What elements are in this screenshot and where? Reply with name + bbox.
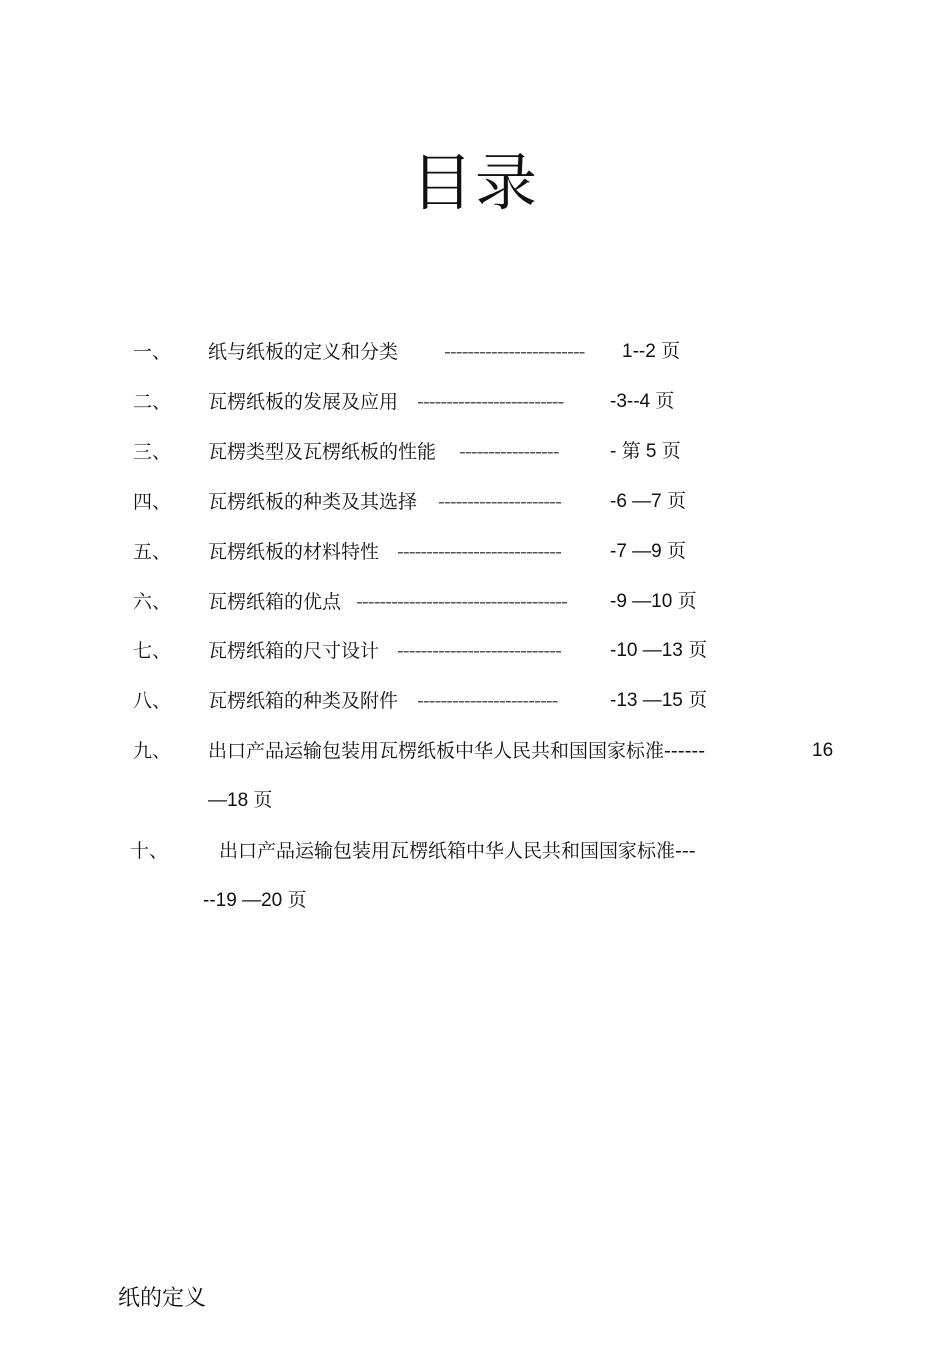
toc-title[interactable]: 瓦楞纸箱的种类及附件: [208, 690, 399, 712]
toc-title[interactable]: 瓦楞纸箱的尺寸设计: [208, 640, 380, 662]
toc-number: 十、: [130, 840, 169, 862]
toc-number: 二、: [133, 391, 172, 413]
toc-page: -6 —7 页: [610, 491, 687, 512]
toc-page: - 第 5 页: [610, 441, 681, 462]
toc-title[interactable]: 瓦楞纸板的种类及其选择: [208, 491, 418, 513]
toc-leader: ---------------------: [438, 491, 561, 513]
toc-title[interactable]: 纸与纸板的定义和分类: [208, 341, 399, 363]
toc-number: 六、: [133, 591, 172, 613]
toc-page: 16: [812, 740, 834, 761]
toc-number: 九、: [133, 740, 172, 762]
toc-number: 五、: [133, 541, 172, 563]
toc-page: -3--4 页: [610, 391, 675, 412]
toc-number: 三、: [133, 441, 172, 463]
toc-title[interactable]: 瓦楞纸板的发展及应用: [208, 391, 399, 413]
toc-page: -10 —13 页: [610, 640, 708, 661]
toc-page-continued: --19 —20 页: [203, 890, 307, 911]
toc-page: 1--2 页: [622, 341, 681, 362]
toc-number: 一、: [133, 341, 172, 363]
toc-page: -7 —9 页: [610, 541, 687, 562]
toc-number: 八、: [133, 690, 172, 712]
toc-title[interactable]: 出口产品运输包装用瓦楞纸板中华人民共和国国家标准------: [208, 740, 706, 762]
toc-page: -13 —15 页: [610, 690, 708, 711]
toc-leader: ------------------------: [444, 341, 585, 363]
toc-title[interactable]: 瓦楞纸箱的优点: [208, 591, 342, 613]
toc-leader: ----------------------------: [397, 541, 561, 563]
toc-number: 七、: [133, 640, 172, 662]
toc-page-continued: —18 页: [208, 790, 273, 811]
toc-title[interactable]: 瓦楞纸板的材料特性: [208, 541, 380, 563]
toc-leader: ------------------------: [417, 690, 558, 712]
toc-number: 四、: [133, 491, 172, 513]
toc-leader: -----------------: [459, 441, 559, 463]
section-heading: 纸的定义: [118, 1286, 207, 1311]
toc-leader: ------------------------------------: [356, 591, 567, 613]
toc-page: -9 —10 页: [610, 591, 697, 612]
toc-title[interactable]: 出口产品运输包装用瓦楞纸箱中华人民共和国国家标准---: [219, 840, 696, 862]
toc-leader: ----------------------------: [397, 640, 561, 662]
toc-title[interactable]: 瓦楞类型及瓦楞纸板的性能: [208, 441, 437, 463]
page-title: 目录: [410, 146, 539, 219]
toc-leader: -------------------------: [417, 391, 564, 413]
